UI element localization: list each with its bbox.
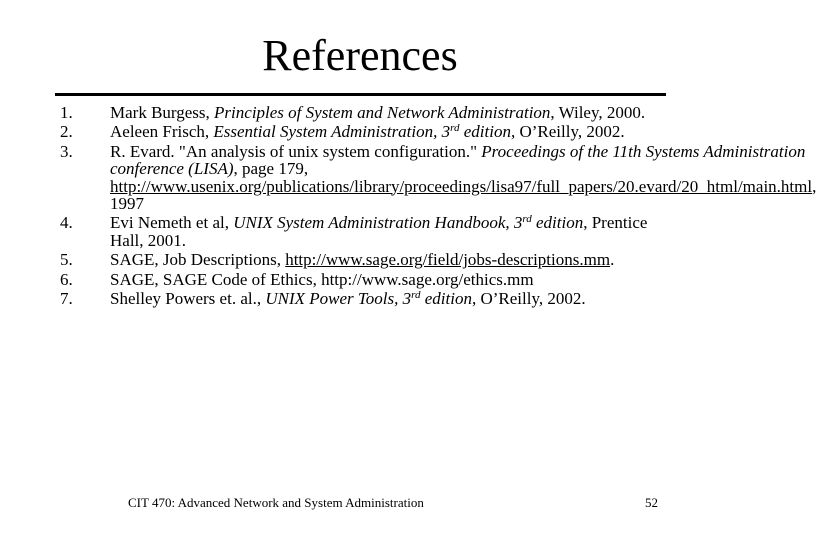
reference-segment: R. Evard. "An analysis of unix system configuration." [110, 141, 482, 161]
reference-segment: . [610, 250, 615, 270]
reference-title: UNIX System Administration Handbook, 3 [233, 213, 523, 233]
reference-item [60, 290, 675, 307]
reference-segment: Evi Nemeth et al, [110, 213, 234, 233]
reference-title [522, 213, 531, 232]
reference-title: Proceedings of the 11th Systems Administration conference (LISA) [110, 141, 806, 179]
reference-text [110, 104, 675, 121]
reference-list [60, 103, 816, 309]
reference-item [60, 141, 816, 214]
reference-title: Essential System Administration, 3 [213, 122, 451, 142]
reference-number: 4. [60, 213, 73, 233]
reference-text [110, 123, 675, 140]
reference-link[interactable]: http://www.usenix.org/publications/library/proceedings/lisa97/full_papers/20.evard/20_html/main.html [110, 176, 813, 196]
footer-course-title: CIT 470: Advanced Network and System Administration [128, 495, 424, 510]
reference-segment: Mark Burgess, [110, 103, 215, 122]
reference-item [60, 214, 675, 249]
reference-segment: Shelley Powers et. al., [110, 289, 266, 309]
reference-title [450, 122, 459, 141]
reference-number: 1. [60, 103, 73, 122]
reference-link[interactable]: http://www.sage.org/field/jobs-descriptions.mm [285, 250, 611, 270]
reference-segment: , O’Reilly, 2002. [510, 122, 625, 142]
reference-title: Principles of System and Network Administration [214, 103, 551, 122]
reference-item [60, 251, 675, 268]
reference-item [60, 104, 675, 121]
ordinal-superscript: rd [411, 289, 421, 302]
reference-item [60, 271, 675, 288]
reference-title: edition [420, 289, 472, 309]
reference-segment: SAGE, SAGE Code of Ethics, http://www.sage.org/ethics.mm [110, 269, 534, 289]
reference-segment: SAGE, Job Descriptions, [110, 250, 286, 270]
ordinal-superscript: rd [522, 213, 532, 226]
ordinal-superscript: rd [450, 122, 460, 135]
reference-segment: Aeleen Frisch, [110, 122, 214, 142]
reference-number: 6. [60, 269, 73, 289]
reference-segment: , Wiley, 2000. [550, 103, 646, 122]
reference-text [110, 290, 675, 307]
reference-text [110, 271, 675, 288]
reference-number: 3. [60, 141, 73, 161]
reference-number: 2. [60, 122, 73, 142]
reference-segment: , page 179, [233, 159, 309, 179]
footer-page-number: 52 [645, 495, 658, 510]
reference-title: UNIX Power Tools, 3 [265, 289, 412, 309]
reference-number: 5. [60, 250, 73, 270]
slide-footer [0, 495, 720, 515]
reference-segment: , 1997 [110, 176, 816, 214]
reference-segment: , Prentice Hall, 2001. [110, 213, 648, 250]
reference-title: edition [459, 122, 511, 142]
slide-title: References [262, 31, 458, 80]
reference-title [411, 289, 420, 308]
reference-number: 7. [60, 289, 73, 309]
title-divider [55, 93, 666, 96]
reference-text [110, 143, 816, 213]
reference-item [60, 123, 675, 140]
reference-text [110, 251, 675, 268]
reference-title: edition [531, 213, 584, 233]
reference-text [110, 214, 675, 249]
reference-segment: , O’Reilly, 2002. [471, 289, 586, 309]
